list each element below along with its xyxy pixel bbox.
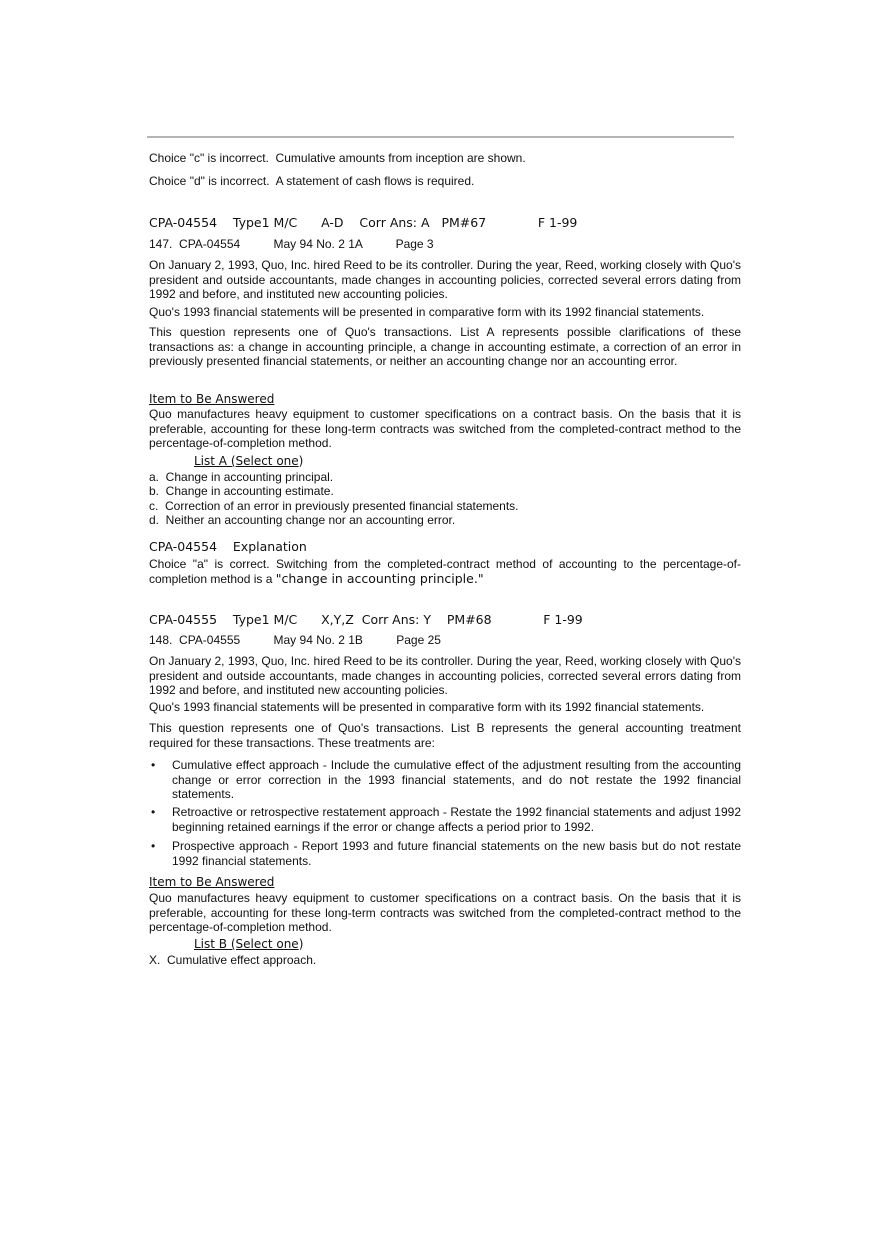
item-heading: Item to Be Answered (149, 392, 275, 406)
bullet-icon: • (151, 758, 156, 772)
question-context: Quo's 1993 financial statements will be presented in comparative form with its 1992 financial statements. (149, 305, 705, 319)
question-context: Quo's 1993 financial statements will be presented in comparative form with its 1992 financial statements. (149, 700, 705, 714)
explanation-body: Choice "a" is correct. Switching from the completed-contract method of accounting to the percentage-of-completion method is a (149, 557, 741, 586)
option-x: X. Cumulative effect approach. (149, 953, 317, 967)
question-intro: On January 2, 1993, Quo, Inc. hired Reed to be its controller. During the year, Reed, working closely with Quo's president and outside accountants, made changes in accounting policies, corrected several errors dating from 1992 and before, and instituted new accounting policies. (149, 258, 741, 301)
bullet-text (172, 758, 741, 802)
bullet-emphasis: not (569, 772, 589, 787)
option-c: c. Correction of an error in previously presented financial statements. (149, 499, 519, 513)
item-text: Quo manufactures heavy equipment to customer specifications on a contract basis. On the basis that it is preferable, accounting for these long-term contracts was switched from the completed-contract method to the percentage-of-completion method. (149, 407, 741, 450)
prev-choice-c: Choice "c" is incorrect. Cumulative amounts from inception are shown. (149, 151, 526, 165)
question-reference: 147. CPA-04554 May 94 No. 2 1A Page 3 (149, 237, 434, 251)
question-reference: 148. CPA-04555 May 94 No. 2 1B Page 25 (149, 633, 441, 647)
explanation-text (149, 557, 741, 586)
list-heading-close: ) (298, 937, 304, 951)
explanation-heading: CPA-04554 Explanation (149, 539, 307, 554)
option-a: a. Change in accounting principal. (149, 470, 334, 484)
question-intro: On January 2, 1993, Quo, Inc. hired Reed to be its controller. During the year, Reed, working closely with Quo's president and outside accountants, made changes in accounting policies, corrected several errors dating from 1992 and before, and instituted new accounting policies. (149, 654, 741, 697)
list-heading (194, 454, 303, 469)
bullet-text (172, 839, 741, 868)
list-heading (194, 937, 303, 952)
bullet-emphasis: not (680, 839, 700, 853)
treatment-bullet (149, 758, 741, 802)
question-instructions: This question represents one of Quo's transactions. List B represents the general accounting treatment required for these transactions. These treatments are: (149, 721, 741, 750)
item-text: Quo manufactures heavy equipment to customer specifications on a contract basis. On the basis that it is preferable, accounting for these long-term contracts was switched from the completed-contract method to the percentage-of-completion method. (149, 891, 741, 934)
prev-choice-d: Choice "d" is incorrect. A statement of cash flows is required. (149, 174, 475, 188)
option-b: b. Change in accounting estimate. (149, 484, 334, 498)
question-instructions: This question represents one of Quo's transactions. List A represents possible clarifications of these transactions as: a change in accounting principle, a change in accounting estimate, a correction of an error in previously presented financial statements, or neither an accounting change nor an accounting error. (149, 325, 741, 368)
list-heading-close: ) (298, 454, 304, 468)
list-heading-label: List B (Select one (194, 937, 299, 951)
bullet-icon: • (151, 805, 156, 819)
bullet-text-part: restate the 1992 financial statements. (172, 772, 741, 801)
treatment-bullet (149, 805, 741, 834)
item-heading: Item to Be Answered (149, 875, 275, 889)
question-header: CPA-04554 Type1 M/C A-D Corr Ans: A PM#67 F 1-99 (149, 215, 578, 230)
bullet-icon: • (151, 839, 156, 853)
header-rule (147, 136, 734, 138)
list-heading-label: List A (Select one (194, 454, 299, 468)
question-header: CPA-04555 Type1 M/C X,Y,Z Corr Ans: Y PM#68 F 1-99 (149, 612, 583, 627)
treatment-bullet (149, 839, 741, 868)
explanation-quote: "change in accounting principle." (275, 570, 484, 586)
bullet-text-part: restate 1992 financial statements. (172, 839, 741, 868)
bullet-text-part: Prospective approach - Report 1993 and future financial statements on the new basis but do (172, 839, 681, 853)
bullet-text: Retroactive or retrospective restatement approach - Restate the 1992 financial statements and adjust 1992 beginning retained earnings if the error or change affects a period prior to 1992. (172, 805, 741, 834)
option-d: d. Neither an accounting change nor an accounting error. (149, 513, 456, 527)
bullet-text-part: Cumulative effect approach - Include the cumulative effect of the adjustment resulting from the accounting change or error correction in the 1993 financial statements, and do (172, 758, 741, 787)
